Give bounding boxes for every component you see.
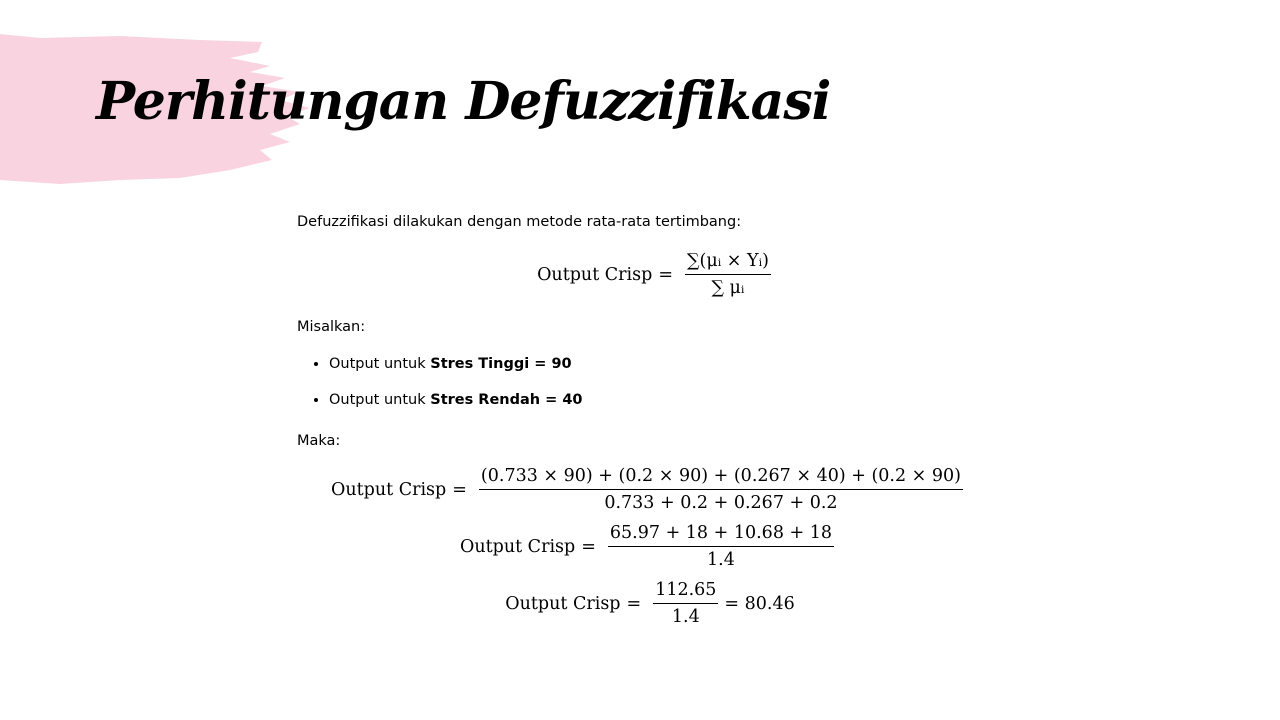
calc-step-2 <box>0 523 1280 570</box>
maka-text: Maka: <box>297 433 341 449</box>
intro-text: Defuzzifikasi dilakukan dengan metode rata-rata tertimbang: <box>297 214 742 230</box>
calc-step-3 <box>0 580 1280 627</box>
step-denominator: 0.733 + 0.2 + 0.267 + 0.2 <box>604 493 838 513</box>
slide-title: Perhitungan Defuzzifikasi <box>96 71 831 132</box>
formula-lhs: Output Crisp <box>537 264 653 285</box>
bullet-prefix: Output untuk <box>329 392 431 408</box>
step-lhs: Output Crisp <box>505 593 621 614</box>
step-denominator: 1.4 <box>671 607 700 627</box>
step-fraction <box>608 523 834 570</box>
formula-fraction <box>685 251 771 298</box>
step-numerator: 112.65 <box>653 580 718 604</box>
formula-denominator: ∑ μᵢ <box>711 278 745 298</box>
equals-sign: = <box>581 536 596 557</box>
equals-sign: = <box>626 593 642 614</box>
equals-sign: = <box>452 479 467 500</box>
list-item <box>329 390 1017 410</box>
misalkan-text: Misalkan: <box>297 319 366 335</box>
bullet-label: Stres Rendah = 40 <box>430 392 583 408</box>
calculation-steps <box>0 466 1280 627</box>
bullet-list <box>297 354 1017 410</box>
step-lhs: Output Crisp <box>330 479 447 500</box>
step-numerator: (0.733 × 90) + (0.2 × 90) + (0.267 × 40) + (0.2 × 90) <box>479 466 963 490</box>
step-denominator: 1.4 <box>707 550 735 570</box>
content-area <box>297 211 1017 637</box>
step-fraction <box>653 580 718 627</box>
bullet-label: Stres Tinggi = 90 <box>430 356 572 372</box>
calc-step-1 <box>0 466 1280 513</box>
step-fraction <box>479 466 963 513</box>
formula-numerator: ∑(μᵢ × Yᵢ) <box>685 251 771 275</box>
weighted-average-formula <box>297 251 1017 298</box>
step-result: = 80.46 <box>724 593 795 614</box>
equals-sign: = <box>658 264 674 285</box>
step-numerator: 65.97 + 18 + 10.68 + 18 <box>608 523 834 547</box>
list-item <box>329 354 1017 374</box>
step-lhs: Output Crisp <box>459 536 576 557</box>
bullet-prefix: Output untuk <box>329 356 431 372</box>
